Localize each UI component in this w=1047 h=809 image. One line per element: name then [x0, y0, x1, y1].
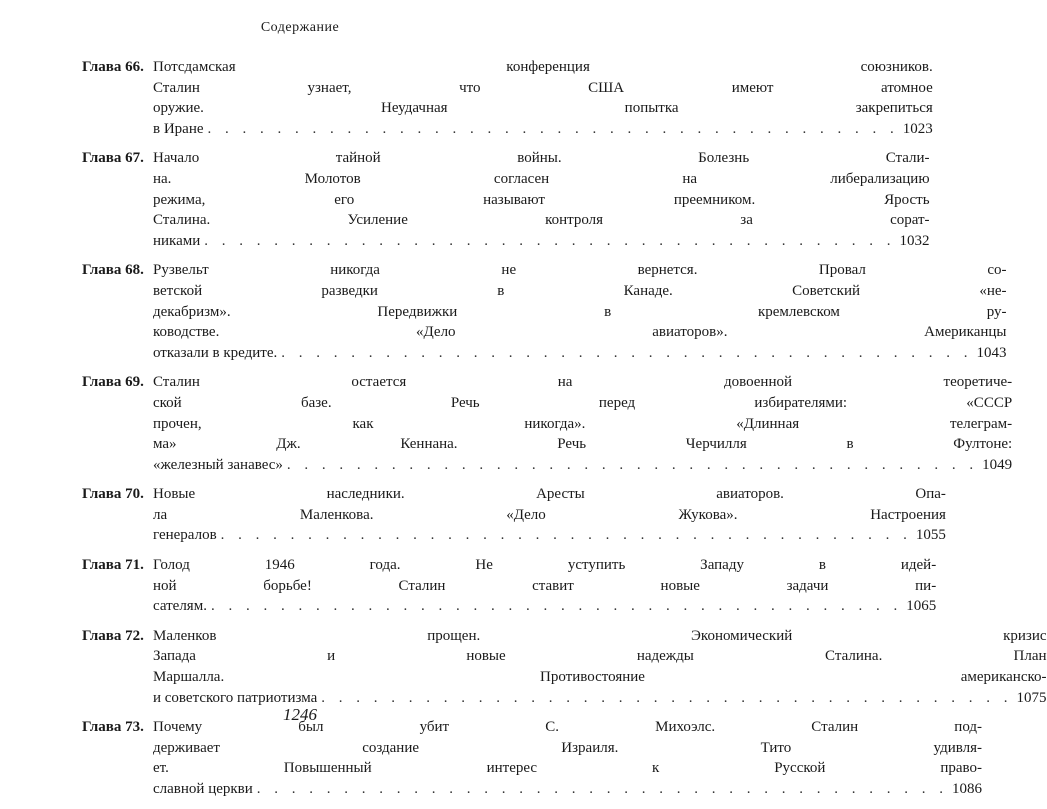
page-reference: 1055: [915, 527, 946, 544]
title-line: Сталин узнает, что США имеют атомное: [153, 79, 933, 96]
dot-leader: [211, 596, 902, 617]
page-reference: 1023: [902, 120, 933, 137]
title-line: прочен, как никогда». «Длинная телеграм-: [153, 415, 1013, 432]
chapter-label: Глава 71.: [82, 557, 144, 574]
running-head: Содержание: [260, 20, 340, 35]
title-line: ветской разведки в Канаде. Советский «не-: [153, 282, 1007, 299]
title-last-line: [153, 231, 930, 252]
title-line: генералов: [153, 527, 217, 544]
table-of-contents: [82, 57, 1047, 809]
toc-entry[interactable]: [82, 484, 946, 546]
title-line: сателям.: [153, 598, 207, 615]
chapter-label: Глава 66.: [82, 59, 144, 75]
title-last-line: [153, 779, 982, 800]
title-last-line: [153, 596, 936, 617]
title-line: на. Молотов согласен на либерализацию: [153, 170, 930, 187]
title-line: ла Маленкова. «Дело Жукова». Настроения: [153, 506, 946, 523]
toc-entry[interactable]: [82, 626, 1047, 708]
chapter-title: [153, 555, 936, 617]
title-line: «железный занавес»: [153, 456, 283, 473]
title-line: Рузвельт никогда не вернется. Провал со-: [153, 262, 1007, 279]
dot-leader: [221, 525, 912, 546]
page-reference: 1086: [952, 781, 983, 797]
toc-entry[interactable]: [82, 260, 1007, 363]
title-line: славной церкви: [153, 781, 253, 797]
chapter-label: Глава 68.: [82, 262, 144, 279]
title-line: ководстве. «Дело авиаторов». Американцы: [153, 324, 1007, 341]
chapter-label: Глава 73.: [82, 719, 144, 736]
page-reference: 1075: [1016, 689, 1047, 706]
chapter-label: Глава 72.: [82, 627, 144, 644]
chapter-label: Глава 69.: [82, 374, 144, 391]
title-line: ет. Повышенный интерес к Русской право-: [153, 760, 983, 777]
toc-entry[interactable]: [82, 148, 930, 251]
title-last-line: [153, 525, 946, 546]
title-line: в Иране: [153, 120, 204, 137]
title-line: режима, его называют преемником. Ярость: [153, 191, 930, 208]
title-line: Маршалла. Противостояние американско-: [153, 669, 1047, 686]
title-line: Сталина. Усиление контроля за сорат-: [153, 212, 930, 229]
title-line: Начало тайной войны. Болезнь Стали-: [153, 150, 930, 167]
title-line: Голод 1946 года. Не уступить Западу в идей-: [153, 557, 937, 574]
title-line: держивает создание Израиля. Тито удивля-: [153, 739, 983, 756]
page-number: 1246: [283, 705, 317, 724]
title-line: декабризм». Передвижки в кремлевском ру-: [153, 303, 1007, 320]
chapter-title: [153, 372, 1012, 475]
chapter-label: Глава 67.: [82, 150, 144, 167]
toc-entry[interactable]: [82, 555, 937, 617]
toc-entry[interactable]: [82, 57, 933, 139]
page-reference: 1043: [976, 344, 1007, 361]
title-line: Маленков прощен. Экономический кризис: [153, 627, 1047, 644]
page-reference: 1032: [899, 232, 930, 249]
title-line: отказали в кредите.: [153, 344, 278, 361]
title-last-line: [153, 455, 1012, 476]
dot-leader: [208, 119, 899, 140]
title-line: оружие. Неудачная попытка закрепиться: [153, 100, 933, 117]
chapter-title: [153, 148, 930, 251]
chapter-title: [153, 260, 1007, 363]
title-line: и советского патриотизма: [153, 689, 318, 706]
title-last-line: [153, 343, 1007, 364]
title-line: Потсдамская конференция союзников.: [153, 59, 933, 75]
toc-entry[interactable]: [82, 372, 1013, 475]
chapter-title: [153, 717, 982, 799]
dot-leader: [204, 231, 895, 252]
chapter-title: [153, 626, 1047, 708]
title-line: Сталин остается на довоенной теоретиче-: [153, 374, 1013, 391]
chapter-title: [153, 484, 946, 546]
dot-leader: [257, 779, 948, 800]
dot-leader: [287, 455, 978, 476]
toc-entry[interactable]: [82, 717, 983, 799]
title-last-line: [153, 119, 933, 140]
title-line: Запада и новые надежды Сталина. План: [153, 648, 1047, 665]
dot-leader: [281, 343, 972, 364]
title-line: ма» Дж. Кеннана. Речь Черчилля в Фултоне:: [153, 436, 1013, 453]
chapter-title: [153, 57, 933, 139]
page-reference: 1049: [982, 456, 1013, 473]
chapter-label: Глава 70.: [82, 486, 144, 503]
title-line: Почему был убит С. Михоэлс. Сталин под-: [153, 719, 983, 736]
title-line: Новые наследники. Аресты авиаторов. Опа-: [153, 486, 946, 503]
title-line: ской базе. Речь перед избирателями: «СССР: [153, 394, 1013, 411]
page-reference: 1065: [906, 598, 937, 615]
title-line: ной борьбе! Сталин ставит новые задачи пи-: [153, 577, 937, 594]
title-line: никами: [153, 232, 201, 249]
